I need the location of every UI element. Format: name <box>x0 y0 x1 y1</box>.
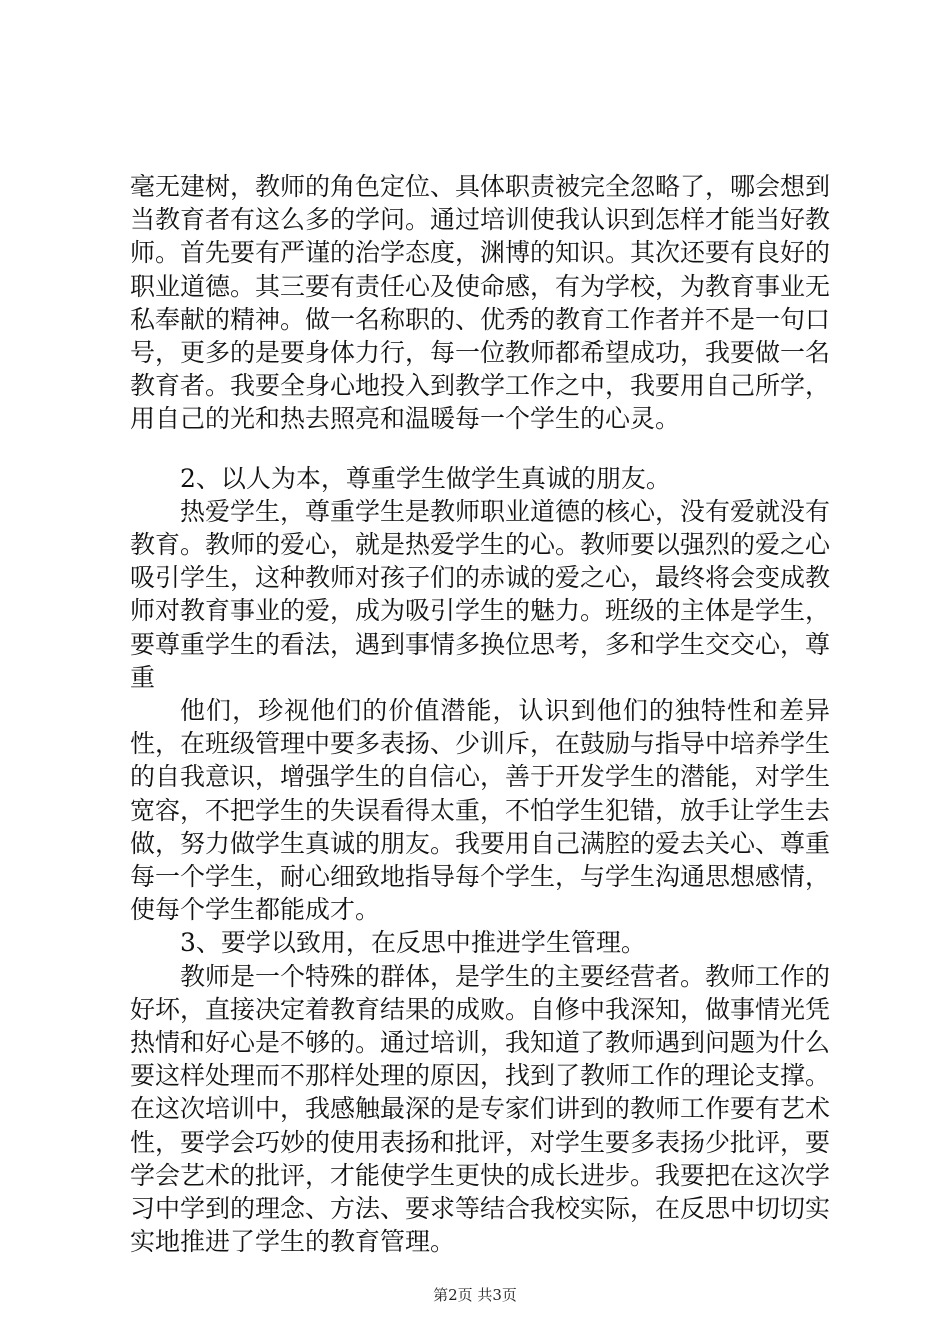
section-heading-2: 2、以人为本，尊重学生做学生真诚的朋友。 <box>180 463 671 493</box>
paragraph-cherish-potential: 他们，珍视他们的价值潜能，认识到他们的独特性和差异性，在班级管理中要多表扬、少训斥，在鼓励与指导中培养学生的自我意识，增强学生的自信心，善于开发学生的潜能，对学生宽容，不把学生的失误看得太重，不怕学生犯错，放手让学生去做，努力做学生真诚的朋友。我要用自己满腔的爱去关心、尊重每一个学生，耐心细致地指导每个学生，与学生沟通思想感情，使每个学生都能成才。 <box>130 696 831 925</box>
paragraph-teacher-group: 教师是一个特殊的群体，是学生的主要经营者。教师工作的好坏，直接决定着教育结果的成败。自修中我深知，做事情光凭热情和好心是不够的。通过培训，我知道了教师遇到问题为什么要这样处理而不那样处理的原因，找到了教师工作的理论支撑。在这次培训中，我感触最深的是专家们讲到的教师工作要有艺术性，要学会巧妙的使用表扬和批评，对学生要多表扬少批评，要学会艺术的批评，才能使学生更快的成长进步。我要把在这次学习中学到的理念、方法、要求等结合我校实际，在反思中切切实实地推进了学生的教育管理。 <box>130 961 831 1257</box>
paragraph-respect-students: 热爱学生，尊重学生是教师职业道德的核心，没有爱就没有教育。教师的爱心，就是热爱学生的心。教师要以强烈的爱之心吸引学生，这种教师对孩子们的赤诚的爱之心，最终将会变成教师对教育事业的爱，成为吸引学生的魅力。班级的主体是学生，要尊重学生的看法，遇到事情多换位思考，多和学生交交心，尊重 <box>130 496 831 692</box>
section-heading-3: 3、要学以致用，在反思中推进学生管理。 <box>180 928 646 958</box>
page-number-footer: 第2页 共3页 <box>433 1286 517 1304</box>
paragraph-continuation: 毫无建树，教师的角色定位、具体职责被完全忽略了，哪会想到当教育者有这么多的学问。通过培训使我认识到怎样才能当好教师。首先要有严谨的治学态度，渊博的知识。其次还要有良好的职业道德。其三要有责任心及使命感，有为学校，为教育事业无私奉献的精神。做一名称职的、优秀的教育工作者并不是一句口号，更多的是要身体力行，每一位教师都希望成功，我要做一名教育者。我要全身心地投入到教学工作之中，我要用自己所学，用自己的光和热去照亮和温暖每一个学生的心灵。 <box>130 172 831 434</box>
document-body <box>130 170 830 1259</box>
